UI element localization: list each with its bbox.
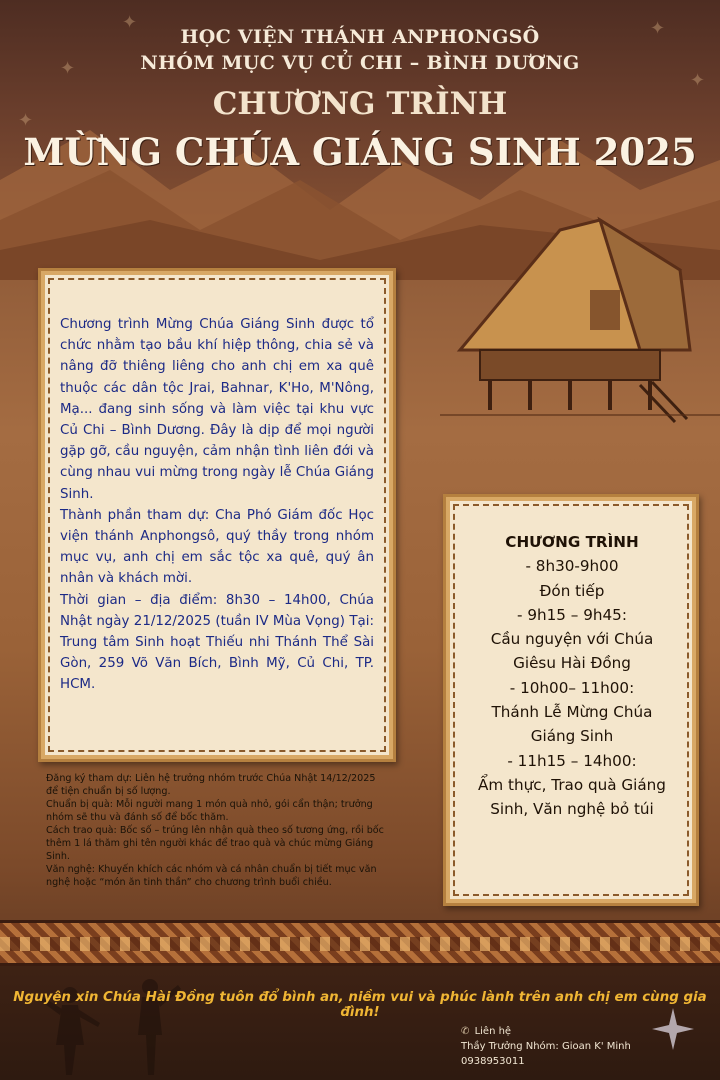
schedule-activity: Thánh Lễ Mừng Chúa Giáng Sinh xyxy=(491,703,653,746)
sparkle-icon: ✦ xyxy=(690,70,706,91)
attendees-paragraph: Thành phần tham dự: Cha Phó Giám đốc Học viện thánh Anphongsô, quý thầy trong nhóm mục vụ, anh chị em sắc tộc xa quê, quý ân nhân và khách mời. xyxy=(60,507,374,587)
schedule-time: - 8h30-9h00 xyxy=(525,557,619,576)
schedule-activity: Cầu nguyện với Chúa Giêsu Hài Đồng xyxy=(490,630,654,673)
organization-name: HỌC VIỆN THÁNH ANPHONGSÔ xyxy=(180,26,540,48)
contact-label: Liên hệ xyxy=(474,1026,512,1037)
phone-icon: ✆ xyxy=(461,1026,470,1037)
blessing-text: Nguyện xin Chúa Hài Đồng tuôn đổ bình an, niềm vui và phúc lành trên anh chị em cùng gia đình! xyxy=(13,990,707,1020)
dancers-silhouette-illustration xyxy=(10,965,190,1080)
intro-text xyxy=(60,314,374,696)
brocade-pattern-band xyxy=(0,920,720,966)
schedule-time: - 9h15 – 9h45: xyxy=(517,605,627,624)
header xyxy=(0,26,720,174)
group-name: NHÓM MỤC VỤ CỦ CHI – BÌNH DƯƠNG xyxy=(140,52,580,74)
program-title: CHƯƠNG TRÌNH xyxy=(505,533,639,551)
registration-note: Đăng ký tham dự: Liên hệ trưởng nhóm trước Chúa Nhật 14/12/2025 để tiện chuẩn bị số lượng. xyxy=(46,773,376,797)
gift-prep-note: Chuẩn bị quà: Mỗi người mang 1 món quà nhỏ, gói cẩn thận; trưởng nhóm sẽ thu và đánh số để bốc thăm. xyxy=(46,799,373,823)
notes-section xyxy=(46,772,390,889)
sparkle-icon: ✦ xyxy=(122,12,138,33)
time-location-paragraph: Thời gian – địa điểm: 8h30 – 14h00, Chúa Nhật ngày 21/12/2025 (tuần IV Mùa Vọng) Tại: Trung tâm Sinh hoạt Thiếu nhi Thánh Thể Sài Gòn, 259 Võ Văn Bích, Bình Mỹ, Củ Chi, TP. HCM. xyxy=(60,592,374,693)
sparkle-icon: ✦ xyxy=(60,58,76,79)
sparkle-icon: ✦ xyxy=(18,110,34,131)
star-icon xyxy=(652,1008,694,1050)
sparkle-icon: ✦ xyxy=(650,18,666,39)
schedule-time: - 10h00– 11h00: xyxy=(509,678,635,697)
stilt-house-illustration xyxy=(440,210,720,450)
contact-phone: 0938953011 xyxy=(461,1056,525,1067)
schedule-time: - 11h15 – 14h00: xyxy=(507,751,637,770)
page-title-line2: MỪNG CHÚA GIÁNG SINH 2025 xyxy=(23,130,697,174)
program-schedule xyxy=(468,530,676,822)
page-title-line1: CHƯƠNG TRÌNH xyxy=(212,86,508,122)
schedule-activity: Ẩm thực, Trao quà Giáng Sinh, Văn nghệ bỏ túi xyxy=(478,775,666,819)
gift-exchange-note: Cách trao quà: Bốc số – trúng lên nhận quà theo số tương ứng, rồi bốc thêm 1 lá thăm ghi tên người khác để trao quà và chúc mừng Giáng Sinh. xyxy=(46,825,384,862)
contact-name: Thầy Trưởng Nhóm: Gioan K' Minh xyxy=(461,1041,631,1052)
performance-note: Văn nghệ: Khuyến khích các nhóm và cá nhân chuẩn bị tiết mục văn nghệ hoặc “món ăn tinh thần” cho chương trình buổi chiều. xyxy=(46,864,377,888)
intro-paragraph: Chương trình Mừng Chúa Giáng Sinh được tổ chức nhằm tạo bầu khí hiệp thông, chia sẻ và nâng đỡ thiêng liêng cho anh chị em xa quê thuộc các dân tộc Jrai, Bahnar, K'Ho, M'Nông, Mạ... đang sinh sống và làm việc tại khu vực Củ Chi – Bình Dương. Đây là dịp để mọi người gặp gỡ, cầu nguyện, cảm nhận tình liên đới và cùng nhau vui mừng trong ngày lễ Chúa Giáng Sinh. xyxy=(60,317,374,502)
contact-info xyxy=(461,1024,671,1069)
schedule-activity: Đón tiếp xyxy=(539,581,605,600)
